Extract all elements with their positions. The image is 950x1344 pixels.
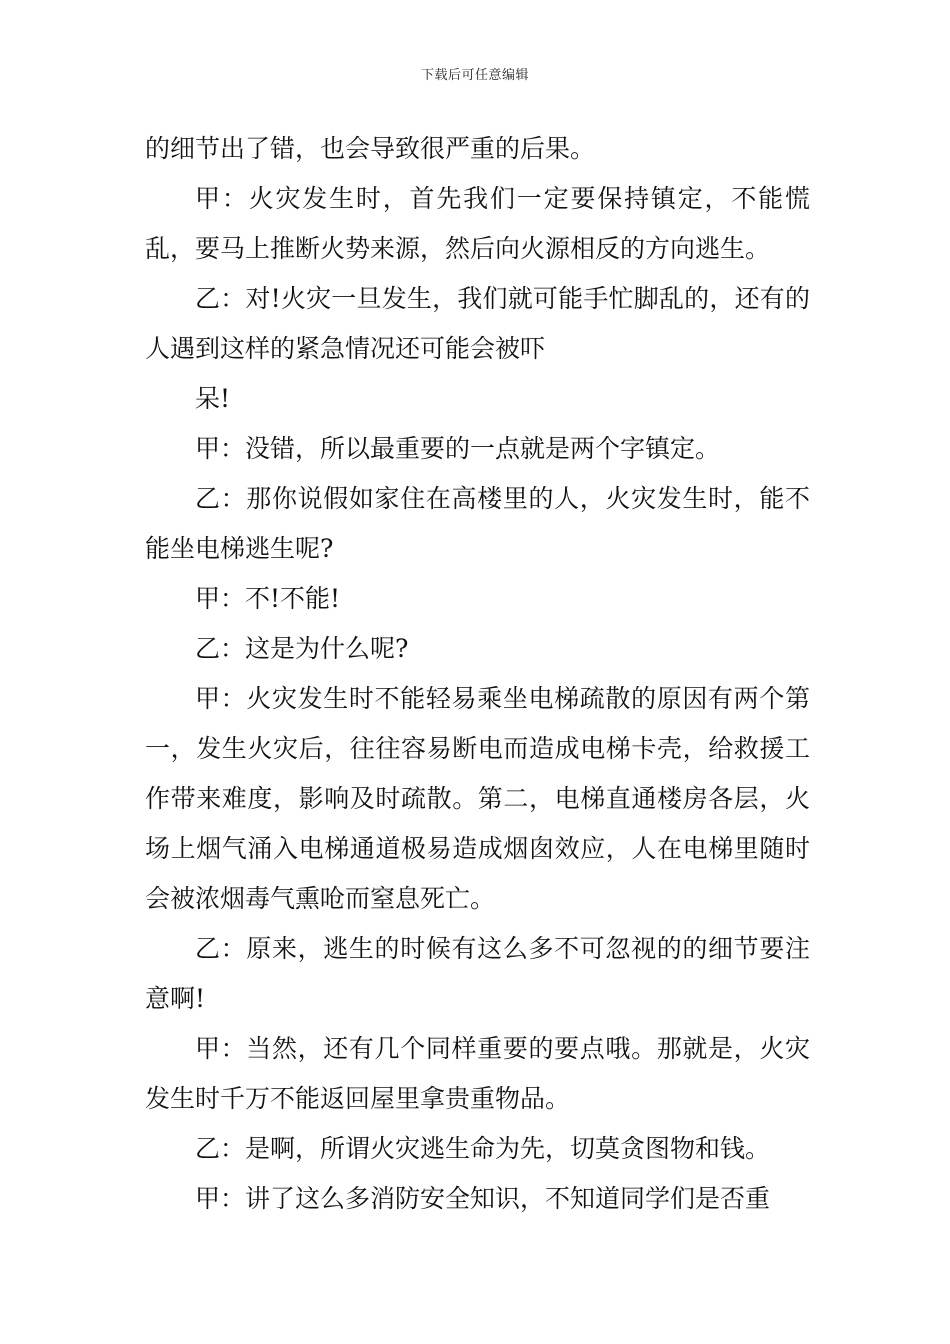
paragraph: 甲：没错，所以最重要的一点就是两个字镇定。 (195, 434, 721, 463)
paragraph: 呆! (195, 384, 231, 413)
paragraph: 乙：对!火灾一旦发生，我们就可能手忙脚乱的，还有的人遇到这样的紧急情况还可能会被吓 (145, 284, 810, 363)
paragraph: 乙：是啊，所谓火灾逃生命为先，切莫贪图物和钱。 (195, 1134, 771, 1163)
paragraph: 乙：原来，逃生的时候有这么多不可忽视的的细节要注意啊! (145, 934, 810, 1013)
paragraph: 甲：不!不能! (195, 584, 341, 613)
paragraph: 甲：火灾发生时，首先我们一定要保持镇定，不能慌乱，要马上推断火势来源，然后向火源相反的方向逃生。 (145, 184, 810, 263)
paragraph: 的细节出了错，也会导致很严重的后果。 (145, 134, 596, 163)
page-header-note: 下载后可任意编辑 (420, 68, 529, 83)
paragraph: 甲：当然，还有几个同样重要的要点哦。那就是，火灾发生时千万不能返回屋里拿贵重物品。 (145, 1034, 810, 1113)
paragraph: 乙：那你说假如家住在高楼里的人，火灾发生时，能不能坐电梯逃生呢? (145, 484, 810, 563)
document-body (145, 124, 810, 1224)
paragraph: 甲：讲了这么多消防安全知识，不知道同学们是否重 (195, 1184, 771, 1213)
paragraph: 乙：这是为什么呢? (195, 634, 409, 663)
paragraph: 甲：火灾发生时不能轻易乘坐电梯疏散的原因有两个第一，发生火灾后，往往容易断电而造成电梯卡壳，给救援工作带来难度，影响及时疏散。第二，电梯直通楼房各层，火场上烟气涌入电梯通道极易造成烟囱效应，人在电梯里随时会被浓烟毒气熏呛而窒息死亡。 (145, 684, 810, 913)
